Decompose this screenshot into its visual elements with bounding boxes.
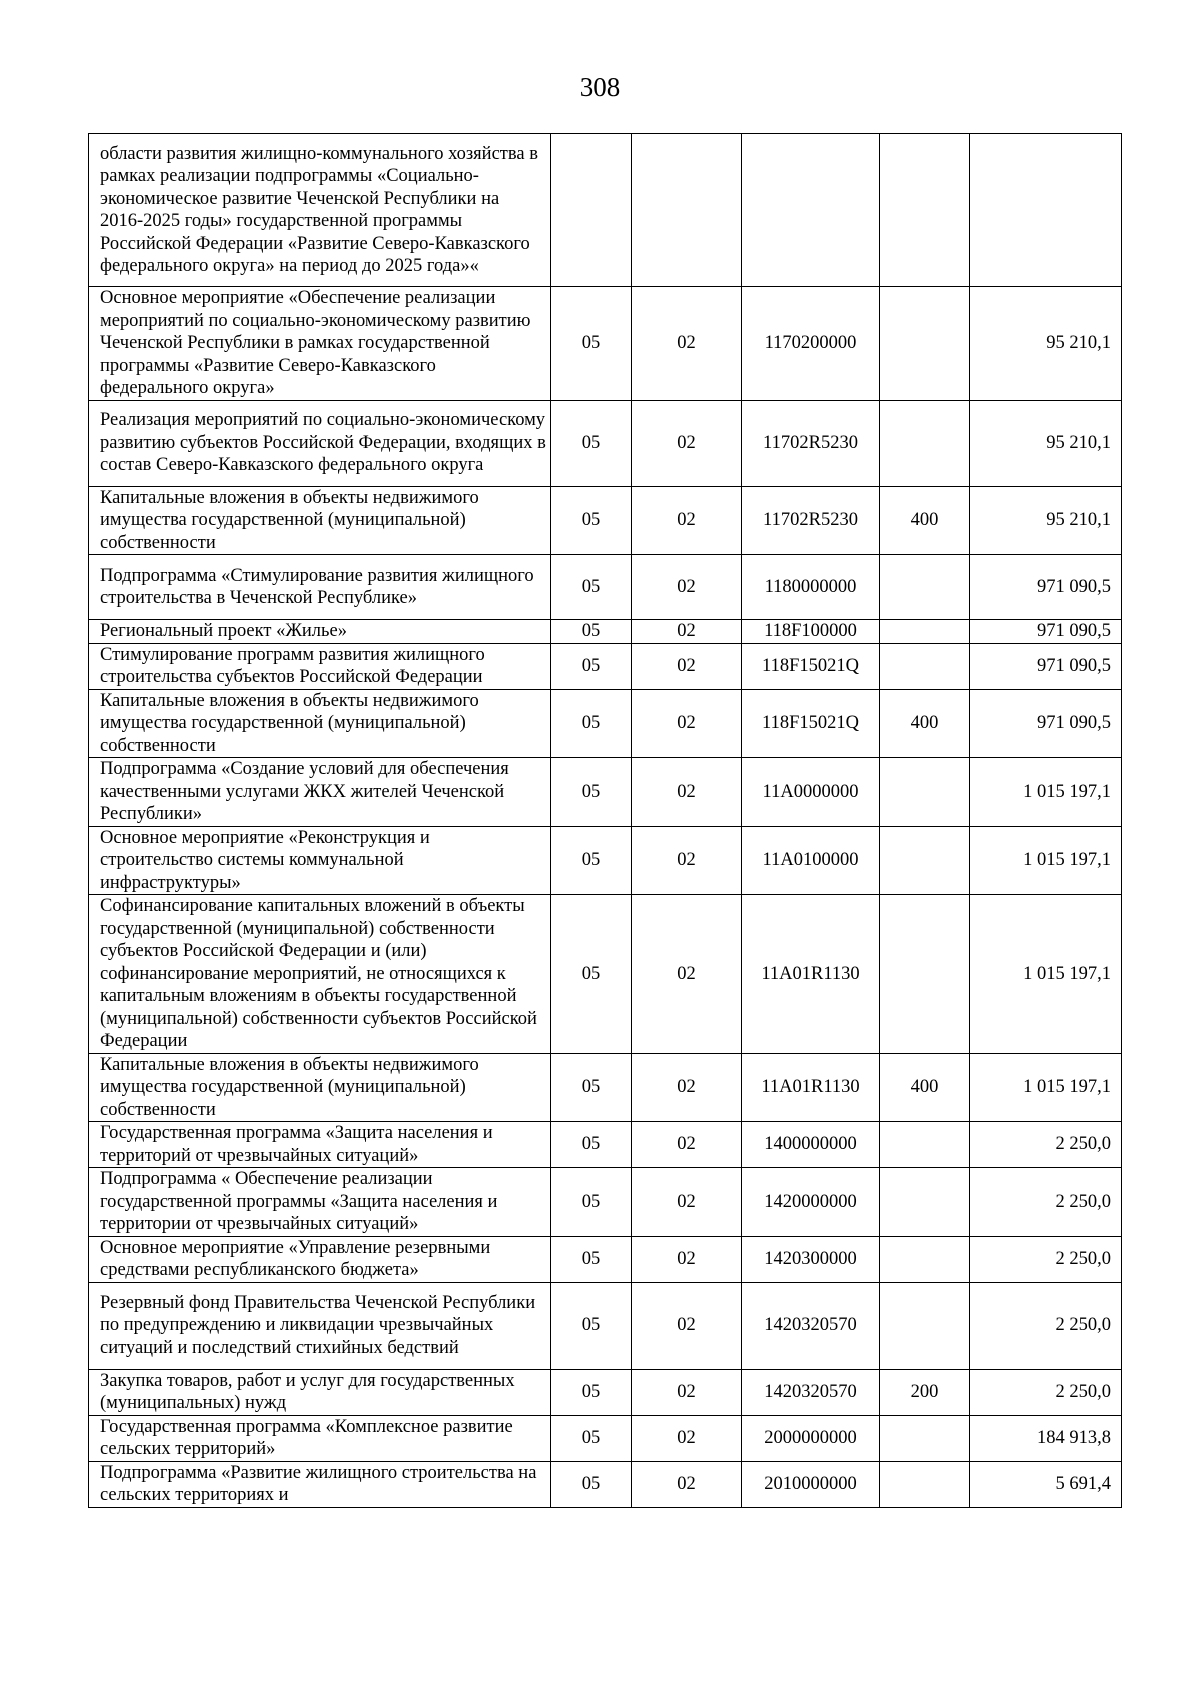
target-article-cell: 11702R5230: [742, 400, 880, 486]
item-name-cell: Закупка товаров, работ и услуг для государственных (муниципальных) нужд: [89, 1369, 551, 1415]
target-article-cell: 1400000000: [742, 1122, 880, 1168]
subsection-code-cell: 02: [632, 287, 742, 401]
item-name-cell: Реализация мероприятий по социально-экономическому развитию субъектов Российской Федерации, входящих в состав Северо-Кавказского федерального округа: [89, 400, 551, 486]
section-code-cell: 05: [551, 400, 632, 486]
amount-cell: 2 250,0: [970, 1282, 1122, 1369]
section-code-cell: 05: [551, 758, 632, 827]
expense-type-cell: [880, 1236, 970, 1282]
section-code-cell: [551, 134, 632, 287]
section-code-cell: 05: [551, 287, 632, 401]
item-name-cell: Основное мероприятие «Реконструкция и строительство системы коммунальной инфраструктуры»: [89, 826, 551, 895]
budget-table: [88, 133, 1122, 1508]
expense-type-cell: [880, 826, 970, 895]
amount-cell: 1 015 197,1: [970, 1053, 1122, 1122]
table-row: [89, 689, 1122, 758]
table-row: [89, 400, 1122, 486]
target-article-cell: 11А01R1130: [742, 895, 880, 1054]
amount-cell: 971 090,5: [970, 689, 1122, 758]
section-code-cell: 05: [551, 826, 632, 895]
table-row: [89, 1369, 1122, 1415]
subsection-code-cell: 02: [632, 758, 742, 827]
table-row: [89, 1168, 1122, 1237]
expense-type-cell: [880, 1168, 970, 1237]
target-article-cell: 11А01R1130: [742, 1053, 880, 1122]
amount-cell: 1 015 197,1: [970, 826, 1122, 895]
subsection-code-cell: 02: [632, 1122, 742, 1168]
target-article-cell: [742, 134, 880, 287]
subsection-code-cell: 02: [632, 1236, 742, 1282]
section-code-cell: 05: [551, 620, 632, 644]
section-code-cell: 05: [551, 1168, 632, 1237]
amount-cell: 5 691,4: [970, 1461, 1122, 1507]
expense-type-cell: [880, 1122, 970, 1168]
section-code-cell: 05: [551, 643, 632, 689]
subsection-code-cell: 02: [632, 1053, 742, 1122]
expense-type-cell: [880, 895, 970, 1054]
target-article-cell: 118F100000: [742, 620, 880, 644]
item-name-cell: Капитальные вложения в объекты недвижимого имущества государственной (муниципальной) собственности: [89, 486, 551, 555]
subsection-code-cell: 02: [632, 643, 742, 689]
expense-type-cell: [880, 1282, 970, 1369]
target-article-cell: 118F15021Q: [742, 689, 880, 758]
amount-cell: 971 090,5: [970, 555, 1122, 620]
target-article-cell: 1420300000: [742, 1236, 880, 1282]
section-code-cell: 05: [551, 895, 632, 1054]
target-article-cell: 1420320570: [742, 1369, 880, 1415]
section-code-cell: 05: [551, 1282, 632, 1369]
target-article-cell: 2010000000: [742, 1461, 880, 1507]
table-row: [89, 1461, 1122, 1507]
item-name-cell: Подпрограмма «Стимулирование развития жилищного строительства в Чеченской Республике»: [89, 555, 551, 620]
item-name-cell: Подпрограмма «Создание условий для обеспечения качественными услугами ЖКХ жителей Чеченской Республики»: [89, 758, 551, 827]
amount-cell: 971 090,5: [970, 620, 1122, 644]
table-row: [89, 895, 1122, 1054]
subsection-code-cell: 02: [632, 826, 742, 895]
target-article-cell: 1420000000: [742, 1168, 880, 1237]
subsection-code-cell: 02: [632, 400, 742, 486]
table-row: [89, 643, 1122, 689]
target-article-cell: 118F15021Q: [742, 643, 880, 689]
item-name-cell: Капитальные вложения в объекты недвижимого имущества государственной (муниципальной) собственности: [89, 1053, 551, 1122]
target-article-cell: 2000000000: [742, 1415, 880, 1461]
item-name-cell: Государственная программа «Защита населения и территорий от чрезвычайных ситуаций»: [89, 1122, 551, 1168]
expense-type-cell: 400: [880, 486, 970, 555]
subsection-code-cell: 02: [632, 689, 742, 758]
page-number: 308: [579, 72, 621, 102]
amount-cell: 95 210,1: [970, 486, 1122, 555]
expense-type-cell: [880, 400, 970, 486]
target-article-cell: 11А0100000: [742, 826, 880, 895]
section-code-cell: 05: [551, 486, 632, 555]
item-name-cell: Региональный проект «Жилье»: [89, 620, 551, 644]
target-article-cell: 1420320570: [742, 1282, 880, 1369]
budget-table-body: [89, 134, 1122, 1508]
item-name-cell: Основное мероприятие «Обеспечение реализации мероприятий по социально-экономическому развитию Чеченской Республики в рамках государственной программы «Развитие Северо-Кавказского федерального округа»: [89, 287, 551, 401]
amount-cell: 2 250,0: [970, 1369, 1122, 1415]
expense-type-cell: 200: [880, 1369, 970, 1415]
subsection-code-cell: 02: [632, 1168, 742, 1237]
expense-type-cell: 400: [880, 689, 970, 758]
item-name-cell: Капитальные вложения в объекты недвижимого имущества государственной (муниципальной) собственности: [89, 689, 551, 758]
item-name-cell: Подпрограмма « Обеспечение реализации государственной программы «Защита населения и территории от чрезвычайных ситуаций»: [89, 1168, 551, 1237]
subsection-code-cell: 02: [632, 555, 742, 620]
target-article-cell: 1180000000: [742, 555, 880, 620]
item-name-cell: Резервный фонд Правительства Чеченской Республики по предупреждению и ликвидации чрезвычайных ситуаций и последствий стихийных бедствий: [89, 1282, 551, 1369]
section-code-cell: 05: [551, 555, 632, 620]
amount-cell: [970, 134, 1122, 287]
subsection-code-cell: 02: [632, 1369, 742, 1415]
section-code-cell: 05: [551, 1461, 632, 1507]
subsection-code-cell: 02: [632, 1415, 742, 1461]
table-row: [89, 620, 1122, 644]
amount-cell: 95 210,1: [970, 287, 1122, 401]
expense-type-cell: [880, 620, 970, 644]
amount-cell: 971 090,5: [970, 643, 1122, 689]
amount-cell: 95 210,1: [970, 400, 1122, 486]
amount-cell: 1 015 197,1: [970, 758, 1122, 827]
section-code-cell: 05: [551, 1415, 632, 1461]
table-row: [89, 486, 1122, 555]
target-article-cell: 11702R5230: [742, 486, 880, 555]
item-name-cell: Подпрограмма «Развитие жилищного строительства на сельских территориях и: [89, 1461, 551, 1507]
item-name-cell: Софинансирование капитальных вложений в объекты государственной (муниципальной) собственности субъектов Российской Федерации и (или) софинансирование мероприятий, не относящихся к капитальным вложениям в объекты государственной (муниципальной) собственности субъектов Российской Федерации: [89, 895, 551, 1054]
item-name-cell: Стимулирование программ развития жилищного строительства субъектов Российской Федерации: [89, 643, 551, 689]
table-row: [89, 287, 1122, 401]
expense-type-cell: [880, 643, 970, 689]
expense-type-cell: [880, 758, 970, 827]
table-row: [89, 826, 1122, 895]
table-row: [89, 1415, 1122, 1461]
table-row: [89, 1236, 1122, 1282]
target-article-cell: 1170200000: [742, 287, 880, 401]
amount-cell: 2 250,0: [970, 1236, 1122, 1282]
expense-type-cell: [880, 1461, 970, 1507]
subsection-code-cell: 02: [632, 1282, 742, 1369]
subsection-code-cell: 02: [632, 486, 742, 555]
amount-cell: 1 015 197,1: [970, 895, 1122, 1054]
expense-type-cell: [880, 134, 970, 287]
section-code-cell: 05: [551, 1053, 632, 1122]
target-article-cell: 11А0000000: [742, 758, 880, 827]
item-name-cell: Основное мероприятие «Управление резервными средствами республиканского бюджета»: [89, 1236, 551, 1282]
subsection-code-cell: [632, 134, 742, 287]
item-name-cell: Государственная программа «Комплексное развитие сельских территорий»: [89, 1415, 551, 1461]
subsection-code-cell: 02: [632, 620, 742, 644]
section-code-cell: 05: [551, 689, 632, 758]
subsection-code-cell: 02: [632, 1461, 742, 1507]
subsection-code-cell: 02: [632, 895, 742, 1054]
section-code-cell: 05: [551, 1122, 632, 1168]
table-row: [89, 1053, 1122, 1122]
amount-cell: 184 913,8: [970, 1415, 1122, 1461]
expense-type-cell: 400: [880, 1053, 970, 1122]
table-row: [89, 1122, 1122, 1168]
table-row: [89, 1282, 1122, 1369]
table-row: [89, 758, 1122, 827]
section-code-cell: 05: [551, 1236, 632, 1282]
section-code-cell: 05: [551, 1369, 632, 1415]
expense-type-cell: [880, 1415, 970, 1461]
expense-type-cell: [880, 287, 970, 401]
expense-type-cell: [880, 555, 970, 620]
amount-cell: 2 250,0: [970, 1122, 1122, 1168]
table-row: [89, 134, 1122, 287]
table-row: [89, 555, 1122, 620]
amount-cell: 2 250,0: [970, 1168, 1122, 1237]
item-name-cell: области развития жилищно-коммунального хозяйства в рамках реализации подпрограммы «Социально-экономическое развитие Чеченской Республики на 2016-2025 годы» государственной программы Российской Федерации «Развитие Северо-Кавказского федерального округа» на период до 2025 года»«: [89, 134, 551, 287]
